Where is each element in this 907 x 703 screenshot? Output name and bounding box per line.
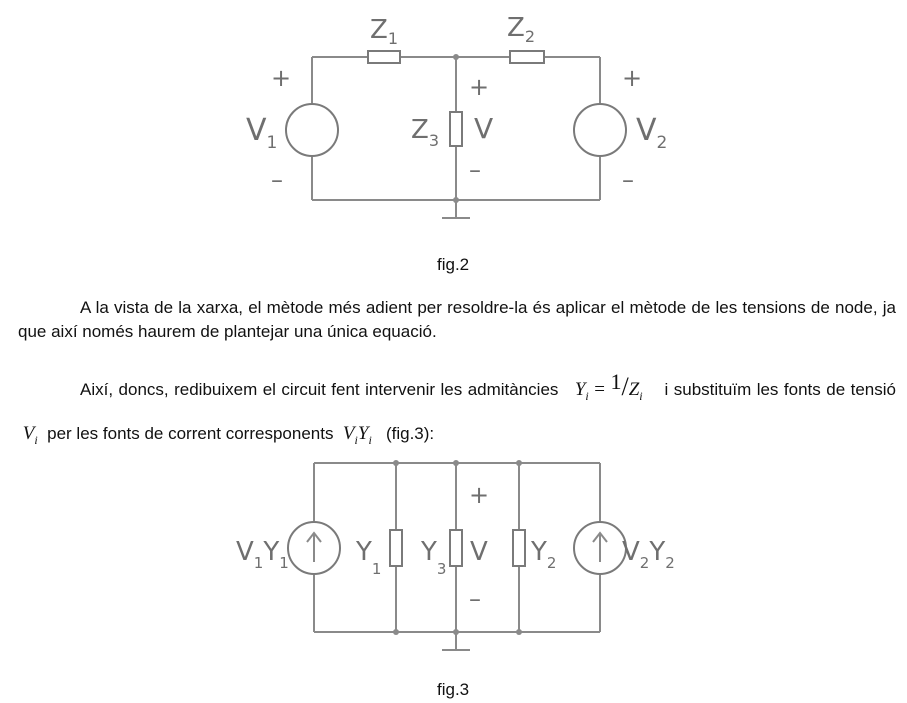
paragraph-2-part1: Així, doncs, redibuixem el circuit fent intervenir les admitàncies [80,380,559,399]
minus-v2: – [622,166,634,194]
node-top [453,54,459,60]
node-3a [393,460,399,466]
node-3e [453,629,459,635]
paragraph-2 [18,368,896,459]
voltage-source-v1 [286,104,338,156]
paragraph-1: A la vista de la xarxa, el mètode més adient per resoldre-la és aplicar el mètode de les tensions de node, ja que així només haurem de plantejar una única equació. [18,298,896,341]
impedance-z2 [510,51,544,63]
impedance-z1 [368,51,400,63]
admittance-y3 [450,530,462,566]
node-3b [453,460,459,466]
admittance-y2 [513,530,525,566]
formula-vi: $V_i$ [22,422,38,447]
plus-v: + [469,73,490,101]
label-v2y2: $V_2Y_2$ [622,537,675,572]
label-v2: $V_2$ [636,113,668,153]
label-v1: $V_1$ [246,113,278,153]
voltage-source-v2 [574,104,626,156]
plus-v2: + [622,64,643,92]
paragraph-2-part2: i substituïm les fonts de tensió [664,380,896,399]
node-3f [516,629,522,635]
caption-fig2: fig.2 [437,255,470,274]
label-z3: $Z_3$ [411,115,439,150]
label-z2: $Z_2$ [507,13,535,46]
plus-v1: + [271,64,292,92]
label-z1: $Z_1$ [370,15,398,48]
paragraph-2-part3: per les fonts de corrent corresponents [47,423,334,443]
paragraph-2-part4: (fig.3): [385,423,435,443]
caption-fig3: fig.3 [437,680,470,699]
node-3c [516,460,522,466]
formula-yi: $Y_i = 1/Z_i$ [574,369,643,403]
label-v-3: V [470,537,488,567]
minus-v1: – [271,166,283,194]
formula-viyi: $V_iY_i$ [342,422,372,447]
admittance-y1 [390,530,402,566]
circuit-diagram-fig3 [0,450,907,670]
minus-v-3: – [469,585,481,613]
node-bottom [453,197,459,203]
node-3d [393,629,399,635]
label-v: V [474,112,494,145]
label-y3: $Y_3$ [421,537,447,578]
label-y1: $Y_1$ [356,537,382,578]
impedance-z3 [450,112,462,146]
circuit-diagram-fig2 [0,0,907,240]
minus-v: – [469,156,481,184]
label-v1y1: $V_1Y_1$ [236,537,289,572]
label-y2: $Y_2$ [531,537,557,572]
plus-v-3: + [469,481,490,509]
